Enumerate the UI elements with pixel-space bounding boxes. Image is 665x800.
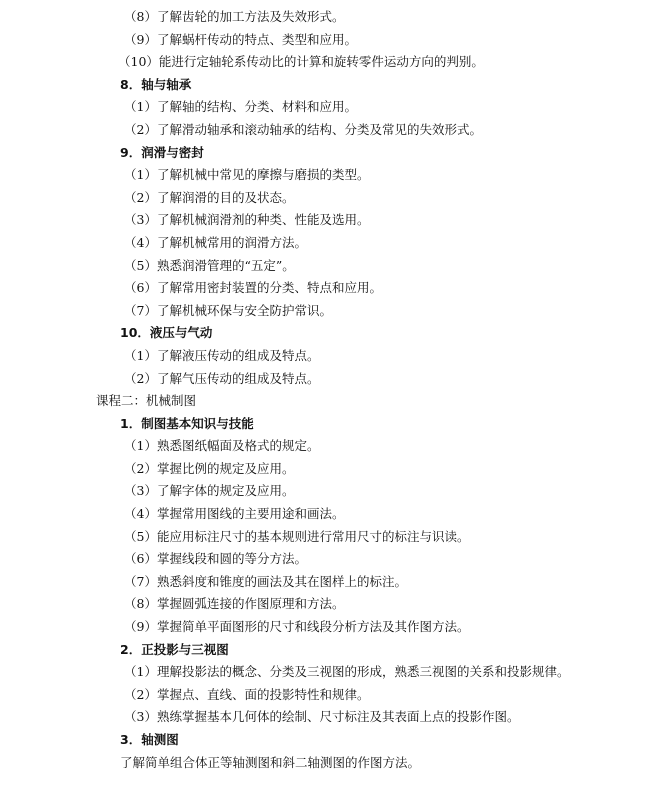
document-page [0,6,665,774]
list-item: （3）了解机械润滑剂的种类、性能及选用。 [124,212,370,228]
list-item: （6）了解常用密封装置的分类、特点和应用。 [124,280,382,296]
section-heading-axonometric: 3．轴测图 [120,732,179,747]
section-heading-drawing-basics: 1．制图基本知识与技能 [120,415,254,431]
list-item: （1）了解轴的结构、分类、材料和应用。 [124,99,357,115]
list-item: （2）掌握点、直线、面的投影特性和规律。 [124,686,370,702]
list-item: （2）了解气压传动的组成及特点。 [124,370,320,386]
list-item: （2）掌握比例的规定及应用。 [124,460,295,476]
section-heading-shaft-bearing: 8．轴与轴承 [120,76,192,92]
list-item: （4）掌握常用图线的主要用途和画法。 [124,506,345,522]
list-item: （6）掌握线段和圆的等分方法。 [124,551,307,567]
list-item: （2）了解滑动轴承和滚动轴承的结构、分类及常见的失效形式。 [124,121,482,137]
list-item: （3）了解字体的规定及应用。 [124,483,295,499]
list-item: （8）掌握圆弧连接的作图原理和方法。 [124,596,345,612]
list-item: （3）熟练掌握基本几何体的绘制、尺寸标注及其表面上点的投影作图。 [124,709,520,725]
list-item: （2）了解润滑的目的及状态。 [124,189,295,205]
list-item: （4）了解机械常用的润滑方法。 [124,234,307,250]
list-item: （1）了解机械中常见的摩擦与磨损的类型。 [124,167,370,183]
list-item: （7）了解机械环保与安全防护常识。 [124,302,332,318]
list-item: （1）熟悉图纸幅面及格式的规定。 [124,438,320,454]
list-item: （1）理解投影法的概念、分类及三视图的形成，熟悉三视图的关系和投影规律。 [124,664,570,680]
section-heading-orthographic-projection: 2．正投影与三视图 [120,641,229,657]
paragraph-text: 了解简单组合体正等轴测图和斜二轴测图的作图方法。 [120,754,421,770]
list-item: （1）了解液压传动的组成及特点。 [124,347,320,363]
list-item: （9）了解蜗杆传动的特点、类型和应用。 [124,31,357,47]
course-title-mechanical-drawing: 课程二：机械制图 [96,393,197,409]
list-item: （10）能进行定轴轮系传动比的计算和旋转零件运动方向的判别。 [118,54,484,70]
list-item: （8）了解齿轮的加工方法及失效形式。 [124,9,345,24]
list-item: （5）熟悉润滑管理的“五定”。 [124,257,295,273]
list-item: （9）掌握简单平面图形的尺寸和线段分析方法及其作图方法。 [124,619,470,635]
list-item: （5）能应用标注尺寸的基本规则进行常用尺寸的标注与识读。 [124,528,470,544]
section-heading-hydraulic-pneumatic: 10．液压与气动 [120,325,213,341]
section-heading-lubrication-sealing: 9．润滑与密封 [120,144,204,160]
list-item: （7）熟悉斜度和锥度的画法及其在图样上的标注。 [124,573,407,589]
